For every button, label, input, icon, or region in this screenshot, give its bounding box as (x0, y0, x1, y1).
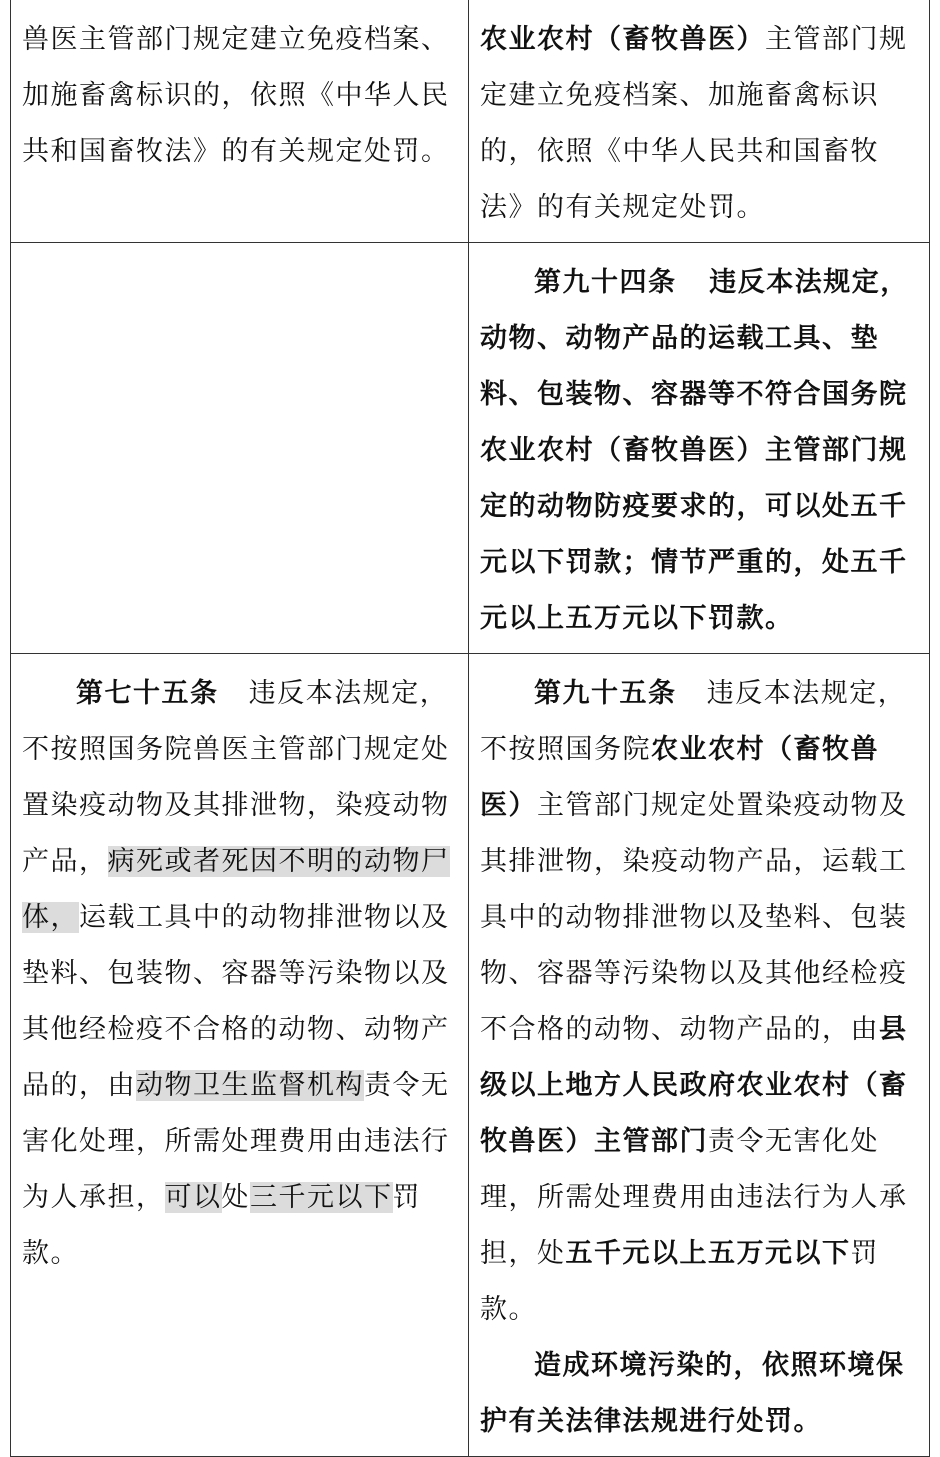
new-provision-text (480, 12, 919, 236)
article-text: 责令无害化处理，所需处理费用由违法行为人承担，处 (480, 1126, 908, 1269)
article-text: 罚款。 (22, 1182, 421, 1269)
old-provision-cell (11, 654, 469, 1457)
article-number: 第九十五条 (534, 678, 677, 709)
article-text: 违反本法规定，不按照国务院兽医主管部门规定处置染疫动物及其排泄物，染疫动物产品， (22, 678, 450, 877)
new-article-95 (480, 666, 919, 1338)
article-text: 罚款。 (480, 1238, 879, 1325)
new-provision-cell (469, 654, 930, 1457)
deleted-text-highlight: 动物卫生监督机构 (136, 1070, 364, 1101)
article-text: 处 (221, 1182, 250, 1213)
article-text: 责令无害化处理，所需处理费用由违法行为人承担， (22, 1070, 450, 1213)
old-provision-cell (11, 0, 469, 243)
deleted-text-highlight: 病死或者死因不明的动物尸体， (22, 846, 450, 933)
table-row (11, 0, 930, 243)
new-article-94 (480, 255, 919, 647)
article-text: 运载工具中的动物排泄物以及垫料、包装物、容器等污染物以及其他经检疫不合格的动物、动物产品的，由 (22, 902, 450, 1101)
deleted-text-highlight: 可以 (164, 1182, 222, 1213)
new-provision-cell (469, 0, 930, 243)
deleted-text-highlight: 三千元以下 (250, 1182, 393, 1213)
old-provision-text: 兽医主管部门规定建立免疫档案、加施畜禽标识的，依照《中华人民共和国畜牧法》的有关规定处罚。 (22, 24, 450, 167)
article-number: 第七十五条 (76, 678, 219, 709)
article-text: 违反本法规定，不按照国务院 (480, 678, 907, 765)
article-number: 第九十四条 (534, 267, 677, 298)
changed-text: 农业农村（畜牧兽医） (480, 734, 879, 821)
changed-text: 县级以上地方人民政府农业农村（畜牧兽医）主管部门 (480, 1014, 908, 1157)
new-article-95-para2: 造成环境污染的，依照环境保护有关法律法规进行处罚。 (480, 1350, 905, 1437)
changed-text: 五千元以上五万元以下 (565, 1238, 851, 1269)
article-text: 主管部门规定处置染疫动物及其排泄物，染疫动物产品，运载工具中的动物排泄物以及垫料、包装物、容器等污染物以及其他经检疫不合格的动物、动物产品的，由 (480, 790, 908, 1045)
table-row (11, 654, 930, 1457)
changed-text: 农业农村（畜牧兽医） (480, 24, 765, 55)
old-article-75 (22, 666, 458, 1282)
article-text: 违反本法规定，动物、动物产品的运载工具、垫料、包装物、容器等不符合国务院农业农村（畜牧兽医）主管部门规定的动物防疫要求的，可以处五千元以下罚款；情节严重的，处五千元以上五万元以下罚款。 (480, 267, 909, 634)
old-provision-cell-empty (11, 243, 469, 654)
provision-text: 主管部门规定建立免疫档案、加施畜禽标识的，依照《中华人民共和国畜牧法》的有关规定处罚。 (480, 24, 908, 223)
comparison-table (10, 0, 930, 1457)
new-provision-cell (469, 243, 930, 654)
table-row (11, 243, 930, 654)
